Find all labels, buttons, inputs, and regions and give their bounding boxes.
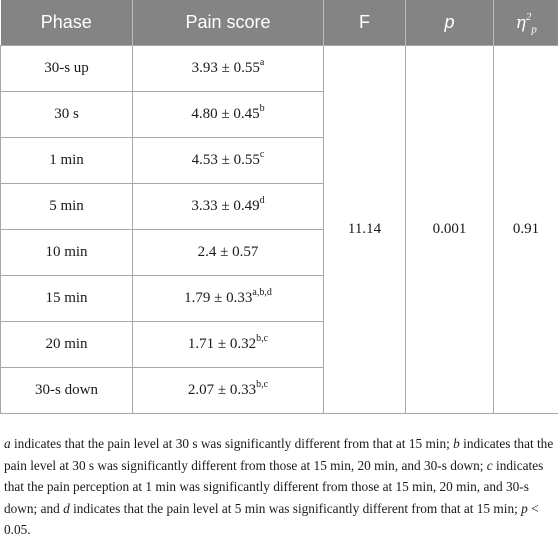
phase-cell: 30 s [1,92,133,138]
score-cell: 2.4 ± 0.57 [133,230,324,276]
phase-cell: 1 min [1,138,133,184]
phase-cell: 5 min [1,184,133,230]
eta-value-cell: 0.91 [494,46,558,414]
header-phase: Phase [1,0,133,46]
score-cell: 4.53 ± 0.55$^c$ [133,138,324,184]
header-row [1,0,558,46]
f-value-cell: 11.14 [324,46,406,414]
score-cell: 4.80 ± 0.45$^b$ [133,92,324,138]
score-cell: $1.79 \pm 0.33^{a,b,d}$ [133,276,324,322]
phase-cell: 10 min [1,230,133,276]
header-f: F [324,0,406,46]
p-value-cell: 0.001 [406,46,494,414]
phase-cell: 30-s down [1,368,133,414]
eta-symbol: $\eta^2_p$ [516,13,537,33]
phase-cell: 15 min [1,276,133,322]
phase-cell: 30-s up [1,46,133,92]
table-footnote: a indicates that the pain level at 30 s was significantly different from that at 15 min; b indicates that the pain level at 30 s was significantly different from those at 15 min, 20 min, and 30-s down; c indicates that the pain perception at 1 min was significantly different from those at 15 min, 20 min, and 30-s down; and d indicates that the pain level at 5 min was significantly different from that at 15 min; p < 0.05. [4,433,554,541]
table-row [1,46,558,92]
score-cell: 3.93 ± 0.55$^a$ [133,46,324,92]
header-pain-score: Pain score [133,0,324,46]
score-cell: $2.07 \pm 0.33^{b,c}$ [133,368,324,414]
header-eta-squared [494,0,558,46]
score-cell: 3.33 ± 0.49$^d$ [133,184,324,230]
phase-cell: 20 min [1,322,133,368]
header-p: p [406,0,494,46]
score-cell: $1.71 \pm 0.32^{b,c}$ [133,322,324,368]
